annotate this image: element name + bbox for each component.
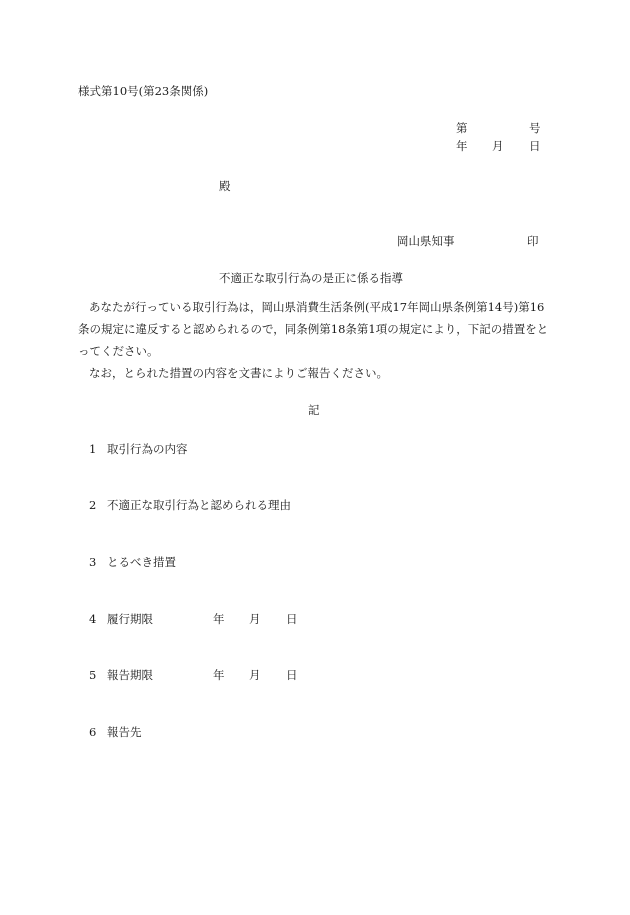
date-day-label: 日 bbox=[529, 139, 541, 153]
ki-heading: 記 bbox=[308, 403, 320, 417]
issuer-name: 岡山県知事 bbox=[397, 234, 455, 248]
item-1-label: 取引行為の内容 bbox=[107, 442, 188, 456]
item-4-month: 月 bbox=[249, 612, 261, 626]
item-2-label: 不適正な取引行為と認められる理由 bbox=[107, 498, 291, 512]
date-year-label: 年 bbox=[456, 139, 468, 153]
item-5-year: 年 bbox=[213, 668, 225, 682]
item-6-label: 報告先 bbox=[107, 725, 142, 739]
addressee-suffix: 殿 bbox=[219, 179, 231, 193]
item-4-number: 4 bbox=[89, 612, 97, 626]
body-paragraph-1: あなたが行っている取引行為は，岡山県消費生活条例(平成17年岡山県条例第14号)第16条の規定に違反すると認められるので，同条例第18条第1項の規定により，下記の措置をとってください。 bbox=[78, 300, 549, 358]
item-5-number: 5 bbox=[89, 668, 97, 682]
item-3-label: とるべき措置 bbox=[107, 555, 176, 569]
document-title: 不適正な取引行為の是正に係る指導 bbox=[219, 271, 403, 285]
body-paragraph-2: なお，とられた措置の内容を文書によりご報告ください。 bbox=[89, 366, 388, 380]
document-number-prefix: 第 bbox=[456, 121, 468, 135]
item-5-month: 月 bbox=[249, 668, 261, 682]
item-2-number: 2 bbox=[89, 498, 97, 512]
item-4-day: 日 bbox=[286, 612, 298, 626]
item-6-number: 6 bbox=[89, 725, 97, 739]
item-4-year: 年 bbox=[213, 612, 225, 626]
item-5-day: 日 bbox=[286, 668, 298, 682]
item-1-number: 1 bbox=[89, 442, 97, 456]
date-month-label: 月 bbox=[492, 139, 504, 153]
form-label: 様式第10号(第23条関係) bbox=[78, 84, 209, 98]
body-text bbox=[78, 296, 553, 384]
document-number-suffix: 号 bbox=[529, 121, 541, 135]
item-4-label: 履行期限 bbox=[107, 612, 153, 626]
seal-mark: 印 bbox=[527, 234, 539, 248]
item-5-label: 報告期限 bbox=[107, 668, 153, 682]
item-3-number: 3 bbox=[89, 555, 97, 569]
